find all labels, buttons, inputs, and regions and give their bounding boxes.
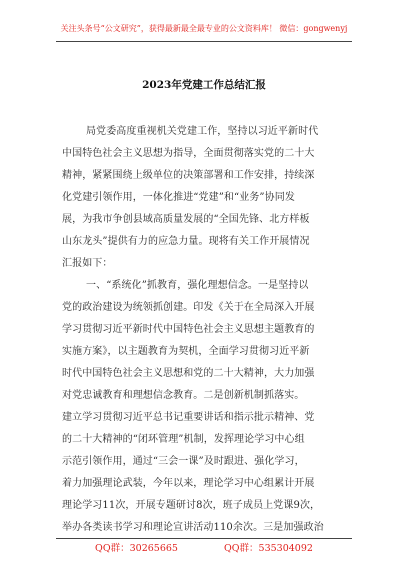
footer-contact: [0, 543, 408, 555]
body-line: 展，为我市争创县域高质量发展的“全国先锋、北方样板: [62, 214, 310, 225]
footer-divider: [56, 538, 352, 539]
body-line: 理论学习11次，开展专题研讨8次，班子成员上党课9次，: [62, 500, 321, 511]
body-line: 党的政治建设为统领抓创建。印发《关于在全局深入开展: [62, 302, 315, 313]
body-line: 山东龙头”提供有力的应急力量。现将有关工作开展情况: [62, 236, 310, 247]
body-line: 的二十大精神的“闭环管理”机制，发挥理论学习中心组: [62, 434, 305, 445]
body-line: 实施方案》，以主题教育为契机，全面学习贯彻习近平新: [62, 346, 310, 357]
promo-header: 关注头条号“公文研究”，获得最新最全最专业的公文资料库！ 微信：gongwenyj: [60, 24, 348, 33]
body-line: 举办各类读书学习和理论宣讲活动110余次。三是加强政治: [62, 522, 324, 533]
body-line: 对党忠诚教育和理想信念教育。二是创新机制抓落实。: [62, 390, 305, 401]
body-line: 示范引领作用，通过“三会一课”及时跟进、强化学习，: [62, 456, 305, 467]
footer-qq-group-1: QQ群：30265665: [95, 543, 178, 554]
body-line: 中国特色社会主义思想为指导，全面贯彻落实党的二十大: [62, 148, 315, 159]
body-line: 一、“系统化”抓教育，强化理想信念。一是坚持以: [86, 280, 309, 291]
footer-qq-group-2: QQ群：535304092: [223, 543, 313, 554]
body-line: 汇报如下：: [62, 258, 113, 269]
body-line: 局党委高度重视机关党建工作，坚持以习近平新时代: [86, 126, 319, 137]
body-line: 时代中国特色社会主义思想和党的二十大精神，大力加强: [62, 368, 315, 379]
document-title: 2023年党建工作总结汇报: [142, 79, 266, 91]
body-line: 化党建引领作用，一体化推进“党建”和“业务”协同发: [62, 192, 295, 203]
header-divider: [56, 41, 352, 42]
body-line: 着力加强理论武装，今年以来，理论学习中心组累计开展: [62, 478, 315, 489]
body-line: 建立学习贯彻习近平总书记重要讲话和指示批示精神、党: [62, 412, 315, 423]
body-line: 学习贯彻习近平新时代中国特色社会主义思想主题教育的: [62, 324, 315, 335]
body-line: 精神，紧紧围绕上级单位的决策部署和工作安排，持续深: [62, 170, 315, 181]
